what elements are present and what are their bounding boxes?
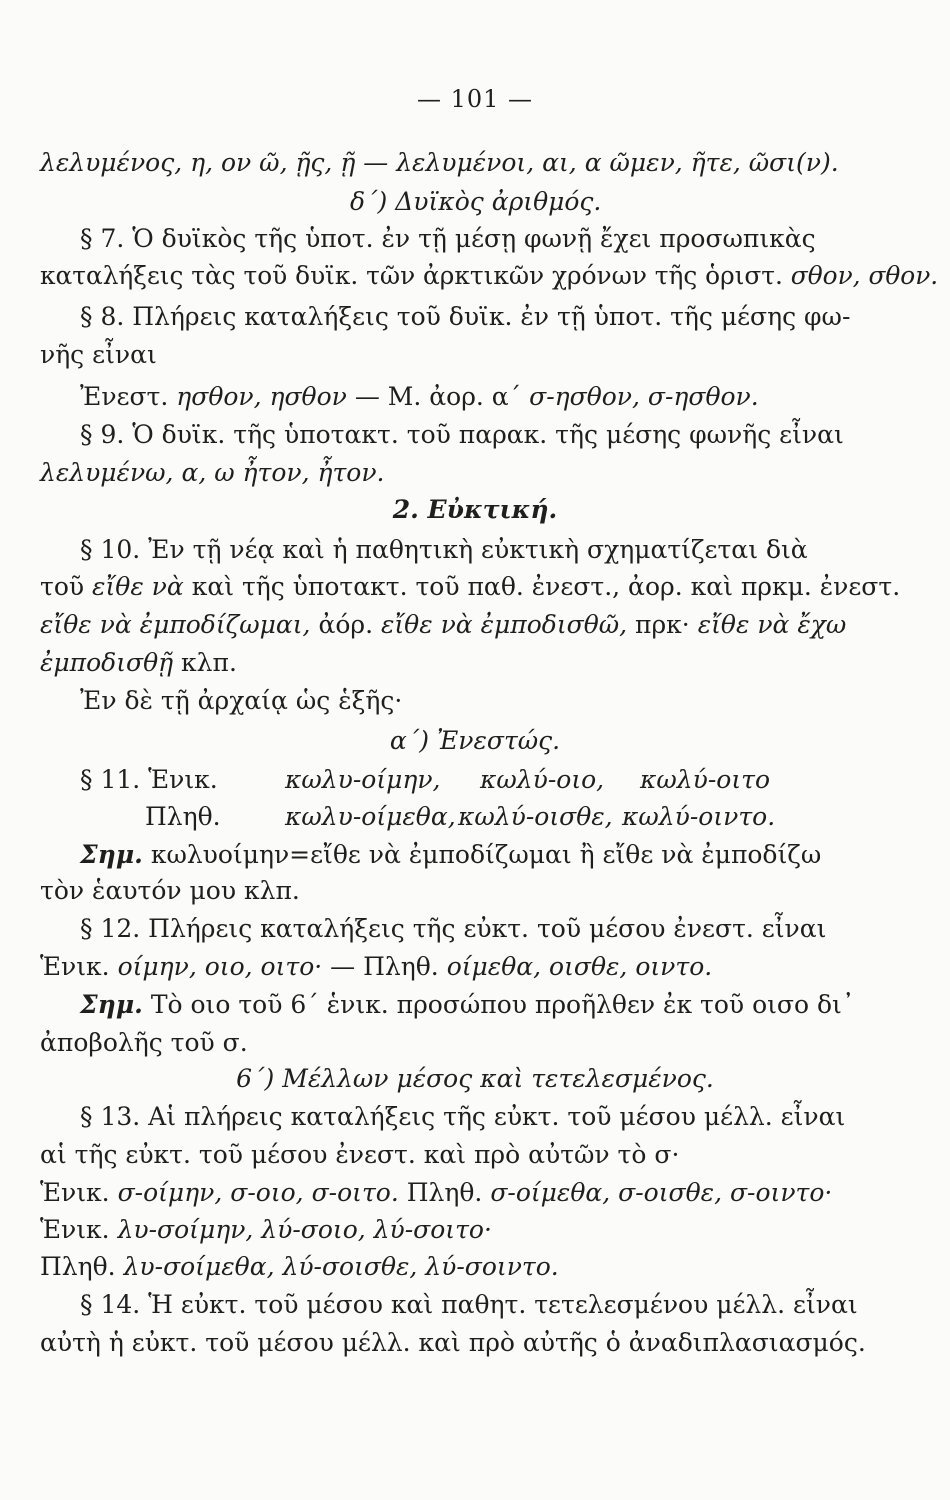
paradigm-form: κωλύ-οισθε, (458, 802, 613, 831)
paradigm-form: κωλυ-οίμεθα, (285, 802, 456, 831)
section-heading: α΄) Ἐνεστώς. (389, 726, 561, 755)
number-label: Πληθ. (145, 802, 221, 831)
subsection-title: 2. Εὐκτική. (392, 495, 558, 524)
paradigm-form: κωλύ-οιο, (480, 765, 605, 794)
paradigm-form: κωλυ-οίμην, (285, 765, 441, 794)
paragraph-7: § 7. Ὁ δυϊκὸς τῆς ὑποτ. ἐν τῇ μέσῃ φωνῇ ἔχει προσωπικὰς (80, 224, 816, 253)
paragraph-9: § 9. Ὁ δυϊκ. τῆς ὑποτακτ. τοῦ παρακ. τῆς μέσης φωνῆς εἶναι (80, 420, 844, 449)
paragraph-10: § 10. Ἐν τῇ νέᾳ καὶ ἡ παθητικὴ εὐκτικὴ σχηματίζεται διὰ (80, 535, 808, 564)
paragraph-10-cont: τοῦ εἴθε νὰ καὶ τῆς ὑποτακτ. τοῦ παθ. ἐνεστ., ἀορ. καὶ πρκμ. ἐνεστ. (40, 572, 901, 601)
paragraph-14: § 14. Ἡ εὐκτ. τοῦ μέσου καὶ παθητ. τετελεσμένου μέλλ. εἶναι (80, 1290, 858, 1319)
paradigm-form: κωλύ-οιτο (640, 765, 771, 794)
page-number: — 101 — (416, 85, 534, 113)
paragraph-12: § 12. Πλήρεις καταλήξεις τῆς εὐκτ. τοῦ μέσου ἐνεστ. εἶναι (80, 914, 827, 943)
note-line: Σημ. Τὸ οιο τοῦ 6΄ ἑνικ. προσώπου προῆλθεν ἐκ τοῦ οισο δι᾽ (80, 990, 855, 1019)
section-heading: δ΄) Δυϊκὸς ἀριθμός. (350, 187, 602, 216)
paragraph-9-cont: λελυμένω, α, ω ἦτον, ἦτον. (40, 458, 385, 487)
section-heading: 6΄) Μέλλων μέσος καὶ τετελεσμένος. (236, 1064, 714, 1093)
note-cont: ἀποβολῆς τοῦ σ. (40, 1028, 248, 1057)
paragraph-13-cont: αἱ τῆς εὐκτ. τοῦ μέσου ἐνεστ. καὶ πρὸ αὐτῶν τὸ σ· (40, 1140, 680, 1169)
paradigm-form: κωλύ-οιντο. (622, 802, 776, 831)
number-label: § 11. Ἑνικ. (80, 765, 218, 794)
paragraph-10-end: ἐμποδισθῇ κλπ. (40, 648, 237, 677)
paragraph-12-endings: Ἑνικ. οίμην, οιο, οιτο· — Πληθ. οίμεθα, οισθε, οιντο. (40, 952, 713, 981)
paragraph-8-cont: νῆς εἶναι (40, 340, 157, 369)
paragraph-10-examples: εἴθε νὰ ἐμποδίζωμαι, ἀόρ. εἴθε νὰ ἐμποδισθῶ, πρκ· εἴθε νὰ ἔχω (40, 610, 847, 639)
paragraph-7-cont: καταλήξεις τὰς τοῦ δυϊκ. τῶν ἀρκτικῶν χρόνων τῆς ὁριστ. σθον, σθον. (40, 261, 939, 290)
paragraph-13: § 13. Αἱ πλήρεις καταλήξεις τῆς εὐκτ. τοῦ μέσου μέλλ. εἶναι (80, 1102, 846, 1131)
present-dual-endings: Ἐνεστ. ησθον, ησθον — Μ. ἀορ. α΄ σ-ησθον, σ-ησθον. (80, 382, 759, 411)
ancient-intro: Ἐν δὲ τῇ ἀρχαίᾳ ὡς ἑξῆς· (80, 686, 403, 715)
paragraph-14-cont: αὐτὴ ἡ εὐκτ. τοῦ μέσου μέλλ. καὶ πρὸ αὐτῆς ὁ ἀναδιπλασιασμός. (40, 1328, 866, 1357)
note-cont: τὸν ἑαυτόν μου κλπ. (40, 876, 300, 905)
paradigm-row: Πληθ. λυ-σοίμεθα, λύ-σοισθε, λύ-σοιντο. (40, 1252, 559, 1281)
paragraph-8: § 8. Πλήρεις καταλήξεις τοῦ δυϊκ. ἐν τῇ ὑποτ. τῆς μέσης φω- (80, 302, 851, 331)
note-line: Σημ. κωλυοίμην=εἴθε νὰ ἐμποδίζωμαι ἢ εἴθε νὰ ἐμποδίζω (80, 840, 822, 869)
paradigm-row: Ἑνικ. λυ-σοίμην, λύ-σοιο, λύ-σοιτο· (40, 1215, 492, 1244)
paradigm-row: Ἑνικ. σ-οίμην, σ-οιο, σ-οιτο. Πληθ. σ-οίμεθα, σ-οισθε, σ-οιντο· (40, 1178, 833, 1207)
paradigm-line: λελυμένος, η, ον ῶ, ῇς, ῇ — λελυμένοι, αι, α ῶμεν, ῆτε, ῶσι(ν). (40, 148, 839, 177)
